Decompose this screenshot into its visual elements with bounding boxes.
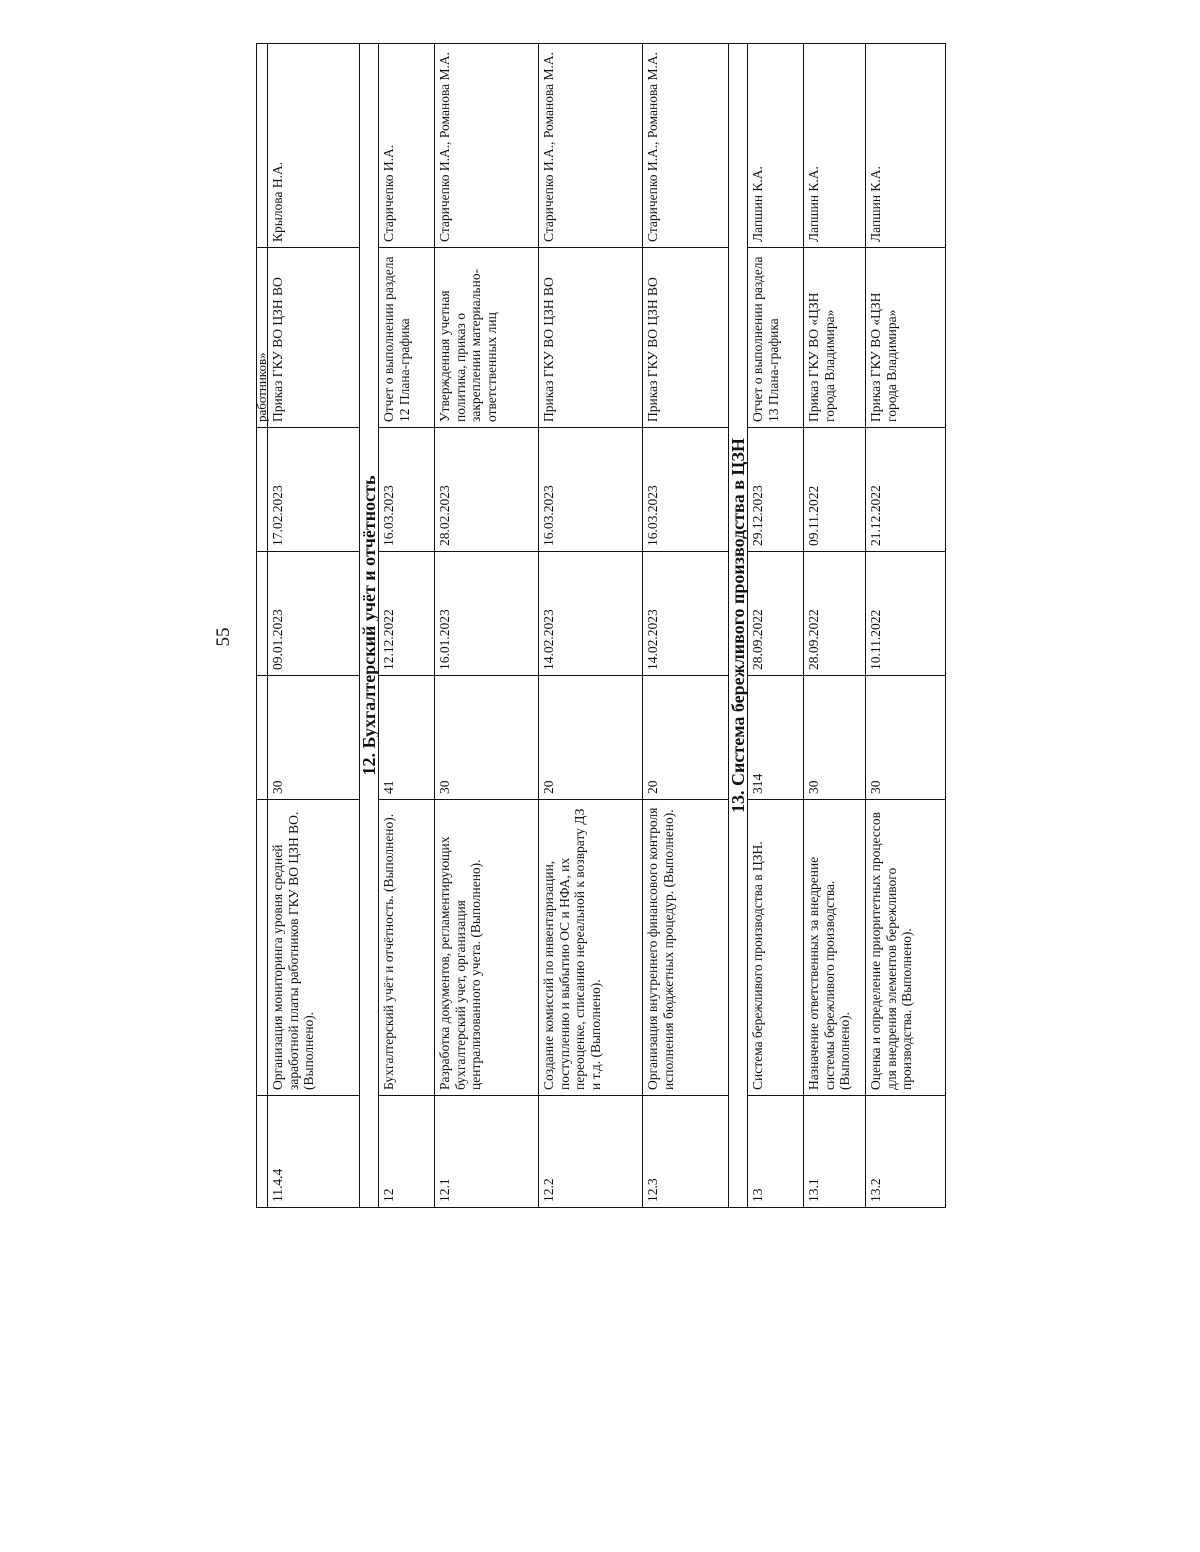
- start-date-cell: 12.12.2022: [379, 552, 435, 676]
- page-number: 55: [213, 627, 234, 647]
- result-cell: работников»: [257, 248, 268, 428]
- responsible-cell: Крылова Н.А.: [268, 44, 360, 248]
- num-cell: 13.2: [866, 1096, 946, 1208]
- start-date-cell: 09.01.2023: [268, 552, 360, 676]
- name-cell: Назначение ответственных за внедрение системы бережливого производства. (Выполнено).: [804, 800, 866, 1096]
- duration-cell: 30: [268, 676, 360, 800]
- table-row: [643, 44, 729, 1208]
- num-cell: 12.2: [539, 1096, 643, 1208]
- responsible-cell: Старичепко И.А., Романова М.А.: [643, 44, 729, 248]
- table-row: [257, 44, 268, 1208]
- section-header-12: [360, 44, 379, 1208]
- start-date-cell: 28.09.2022: [748, 552, 804, 676]
- duration-cell: 30: [866, 676, 946, 800]
- end-date-cell: 16.03.2023: [539, 428, 643, 552]
- responsible-cell: Лапшин К.А.: [804, 44, 866, 248]
- num-cell: 12: [379, 1096, 435, 1208]
- responsible-cell: Старичепко И.А.: [379, 44, 435, 248]
- name-cell: Оценка и определение приоритетных процессов для внедрения элементов бережливого производства. (Выполнено).: [866, 800, 946, 1096]
- table-row: [748, 44, 804, 1208]
- responsible-cell: Лапшин К.А.: [748, 44, 804, 248]
- responsible-cell: Старичепко И.А., Романова М.А.: [435, 44, 539, 248]
- end-date-cell: 21.12.2022: [866, 428, 946, 552]
- result-cell: Отчет о выполнении раздела 12 Плана-графика: [379, 248, 435, 428]
- name-cell: Бухгалтерский учёт и отчётность. (Выполнено).: [379, 800, 435, 1096]
- result-cell: Приказ ГКУ ВО «ЦЗН города Владимира»: [866, 248, 946, 428]
- duration-cell: 30: [435, 676, 539, 800]
- duration-cell: 20: [539, 676, 643, 800]
- start-date-cell: 16.01.2023: [435, 552, 539, 676]
- duration-cell: 41: [379, 676, 435, 800]
- section-title: 13. Система бережливого производства в ЦЗН: [729, 44, 748, 1208]
- end-date-cell: 17.02.2023: [268, 428, 360, 552]
- section-title: 12. Бухгалтерский учёт и отчётность: [360, 44, 379, 1208]
- name-cell: Организация мониторинга уровня средней заработной платы работников ГКУ ВО ЦЗН ВО. (Выполнено).: [268, 800, 360, 1096]
- num-cell: 12.1: [435, 1096, 539, 1208]
- num-cell: 11.4.4: [268, 1096, 360, 1208]
- plan-schedule-table: [256, 43, 946, 1208]
- section-header-13: [729, 44, 748, 1208]
- end-date-cell: 29.12.2023: [748, 428, 804, 552]
- end-date-cell: 16.03.2023: [379, 428, 435, 552]
- start-date-cell: 10.11.2022: [866, 552, 946, 676]
- duration-cell: 314: [748, 676, 804, 800]
- result-cell: Отчет о выполнении раздела 13 Плана-графика: [748, 248, 804, 428]
- rotated-table-container: [256, 44, 996, 1208]
- responsible-cell: Старичепко И.А., Романова М.А.: [539, 44, 643, 248]
- table-row: [435, 44, 539, 1208]
- responsible-cell: Лапшин К.А.: [866, 44, 946, 248]
- table-row: [539, 44, 643, 1208]
- table-row: [268, 44, 360, 1208]
- end-date-cell: 28.02.2023: [435, 428, 539, 552]
- end-date-cell: 16.03.2023: [643, 428, 729, 552]
- num-cell: 13: [748, 1096, 804, 1208]
- result-cell: Приказ ГКУ ВО ЦЗН ВО: [539, 248, 643, 428]
- result-cell: Утвержденная учетная политика, приказ о закреплении материально-ответственных лиц: [435, 248, 539, 428]
- duration-cell: 20: [643, 676, 729, 800]
- duration-cell: 30: [804, 676, 866, 800]
- result-cell: Приказ ГКУ ВО ЦЗН ВО: [268, 248, 360, 428]
- name-cell: Организация внутреннего финансового контроля исполнения бюджетных процедур. (Выполнено).: [643, 800, 729, 1096]
- name-cell: Система бережливого производства в ЦЗН.: [748, 800, 804, 1096]
- start-date-cell: 14.02.2023: [643, 552, 729, 676]
- num-cell: 13.1: [804, 1096, 866, 1208]
- table-row: [379, 44, 435, 1208]
- start-date-cell: 14.02.2023: [539, 552, 643, 676]
- start-date-cell: 28.09.2022: [804, 552, 866, 676]
- num-cell: 12.3: [643, 1096, 729, 1208]
- table-row: [804, 44, 866, 1208]
- name-cell: Разработка документов, регламентирующих бухгалтерский учет, организация централизованного учета. (Выполнено).: [435, 800, 539, 1096]
- name-cell: Создание комиссий по инвентаризации, поступлению и выбытию ОС и НФА, их переоценке, списанию нереальной к возврату ДЗ и т.д. (Выполнено).: [539, 800, 643, 1096]
- result-cell: Приказ ГКУ ВО ЦЗН ВО: [643, 248, 729, 428]
- result-cell: Приказ ГКУ ВО «ЦЗН города Владимира»: [804, 248, 866, 428]
- end-date-cell: 09.11.2022: [804, 428, 866, 552]
- table-row: [866, 44, 946, 1208]
